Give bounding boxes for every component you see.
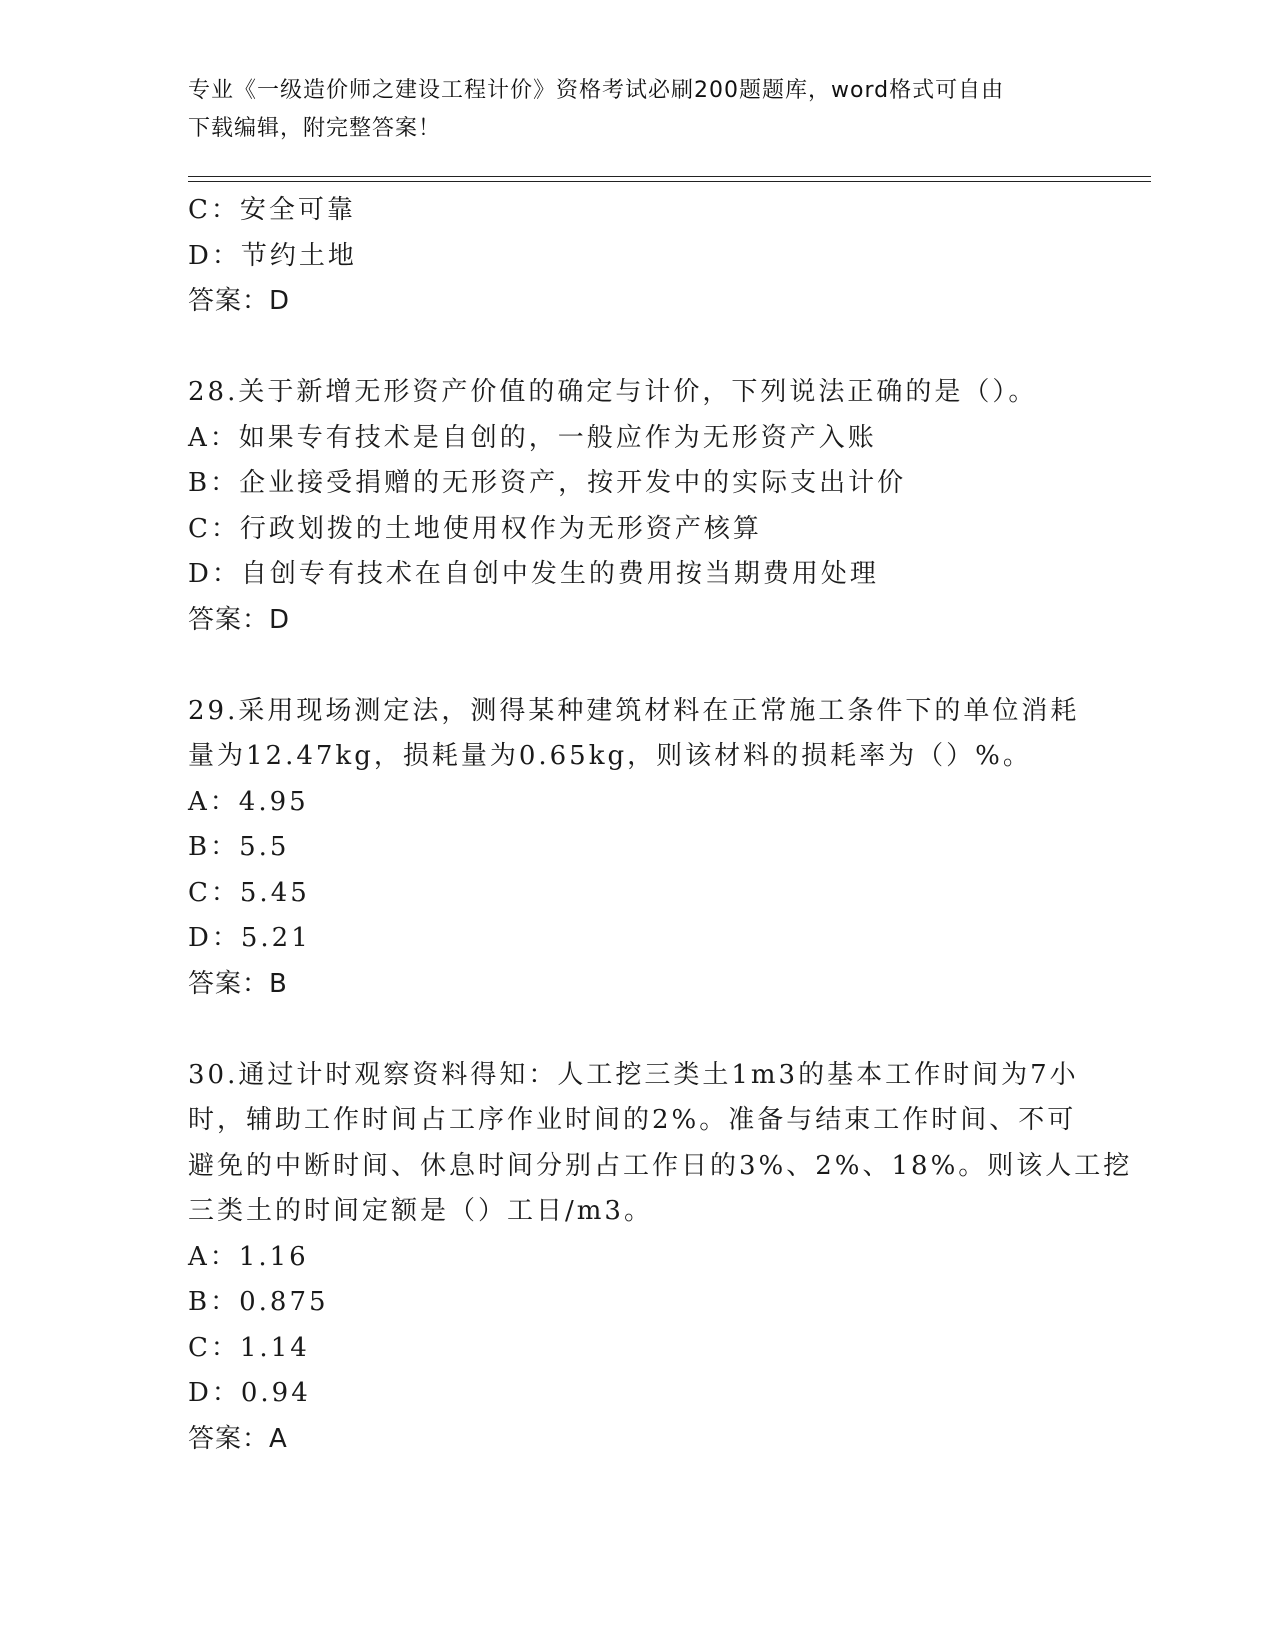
spacer xyxy=(188,325,1088,371)
answer: 答案：D xyxy=(188,286,291,316)
option-d: D：节约土地 xyxy=(188,240,357,271)
question-stem-line-2: 时，辅助工作时间占工序作业时间的2%。准备与结束工作时间、不可 xyxy=(188,1105,1077,1135)
question-content xyxy=(188,188,1133,1462)
question-stem-line-1: 29.采用现场测定法，测得某种建筑材料在正常施工条件下的单位消耗 xyxy=(188,695,1080,726)
option-c: C：安全可靠 xyxy=(188,195,356,225)
option-b: B：企业接受捐赠的无形资产，按开发中的实际支出计价 xyxy=(188,468,907,498)
question-stem-line-2: 量为12.47kg，损耗量为0.65kg，则该材料的损耗率为（）%。 xyxy=(188,741,1032,771)
question-stem-line-1: 30.通过计时观察资料得知：人工挖三类土1m3的基本工作时间为7小 xyxy=(188,1059,1079,1090)
question-30 xyxy=(188,1053,1133,1463)
question-stem-line-4: 三类土的时间定额是（）工日/m3。 xyxy=(188,1196,653,1226)
question-29 xyxy=(188,689,1088,1008)
option-d: D：自创专有技术在自创中发生的费用按当期费用处理 xyxy=(188,559,879,589)
option-a: A：1.16 xyxy=(188,1241,309,1272)
spacer xyxy=(188,1007,1088,1053)
header-divider-top xyxy=(188,176,1151,177)
option-d: D：0.94 xyxy=(188,1378,311,1408)
header-line-2: 下载编辑，附完整答案！ xyxy=(188,116,442,141)
option-c: C：1.14 xyxy=(188,1332,310,1363)
question-stem-line-3: 避免的中断时间、休息时间分别占工作日的3%、2%、18%。则该人工挖 xyxy=(188,1150,1133,1181)
answer: 答案：D xyxy=(188,604,291,635)
option-b: B：5.5 xyxy=(188,832,290,862)
option-b: B：0.875 xyxy=(188,1287,329,1317)
answer: 答案：B xyxy=(188,968,288,999)
option-c: C：5.45 xyxy=(188,877,310,908)
question-stem: 28.关于新增无形资产价值的确定与计价，下列说法正确的是（）。 xyxy=(188,377,1038,407)
prev-question-block xyxy=(188,188,1088,325)
header-line-1: 专业《一级造价师之建设工程计价》资格考试必刷200题题库，word格式可自由 xyxy=(188,78,1005,103)
question-28 xyxy=(188,370,1088,643)
option-d: D：5.21 xyxy=(188,923,311,953)
answer: 答案：A xyxy=(188,1423,288,1454)
option-c: C：行政划拨的土地使用权作为无形资产核算 xyxy=(188,513,762,544)
option-a: A：4.95 xyxy=(188,786,309,817)
spacer xyxy=(188,643,1088,689)
page-header xyxy=(188,72,1088,148)
option-a: A：如果专有技术是自创的，一般应作为无形资产入账 xyxy=(188,422,877,453)
header-divider-bottom xyxy=(188,181,1151,182)
